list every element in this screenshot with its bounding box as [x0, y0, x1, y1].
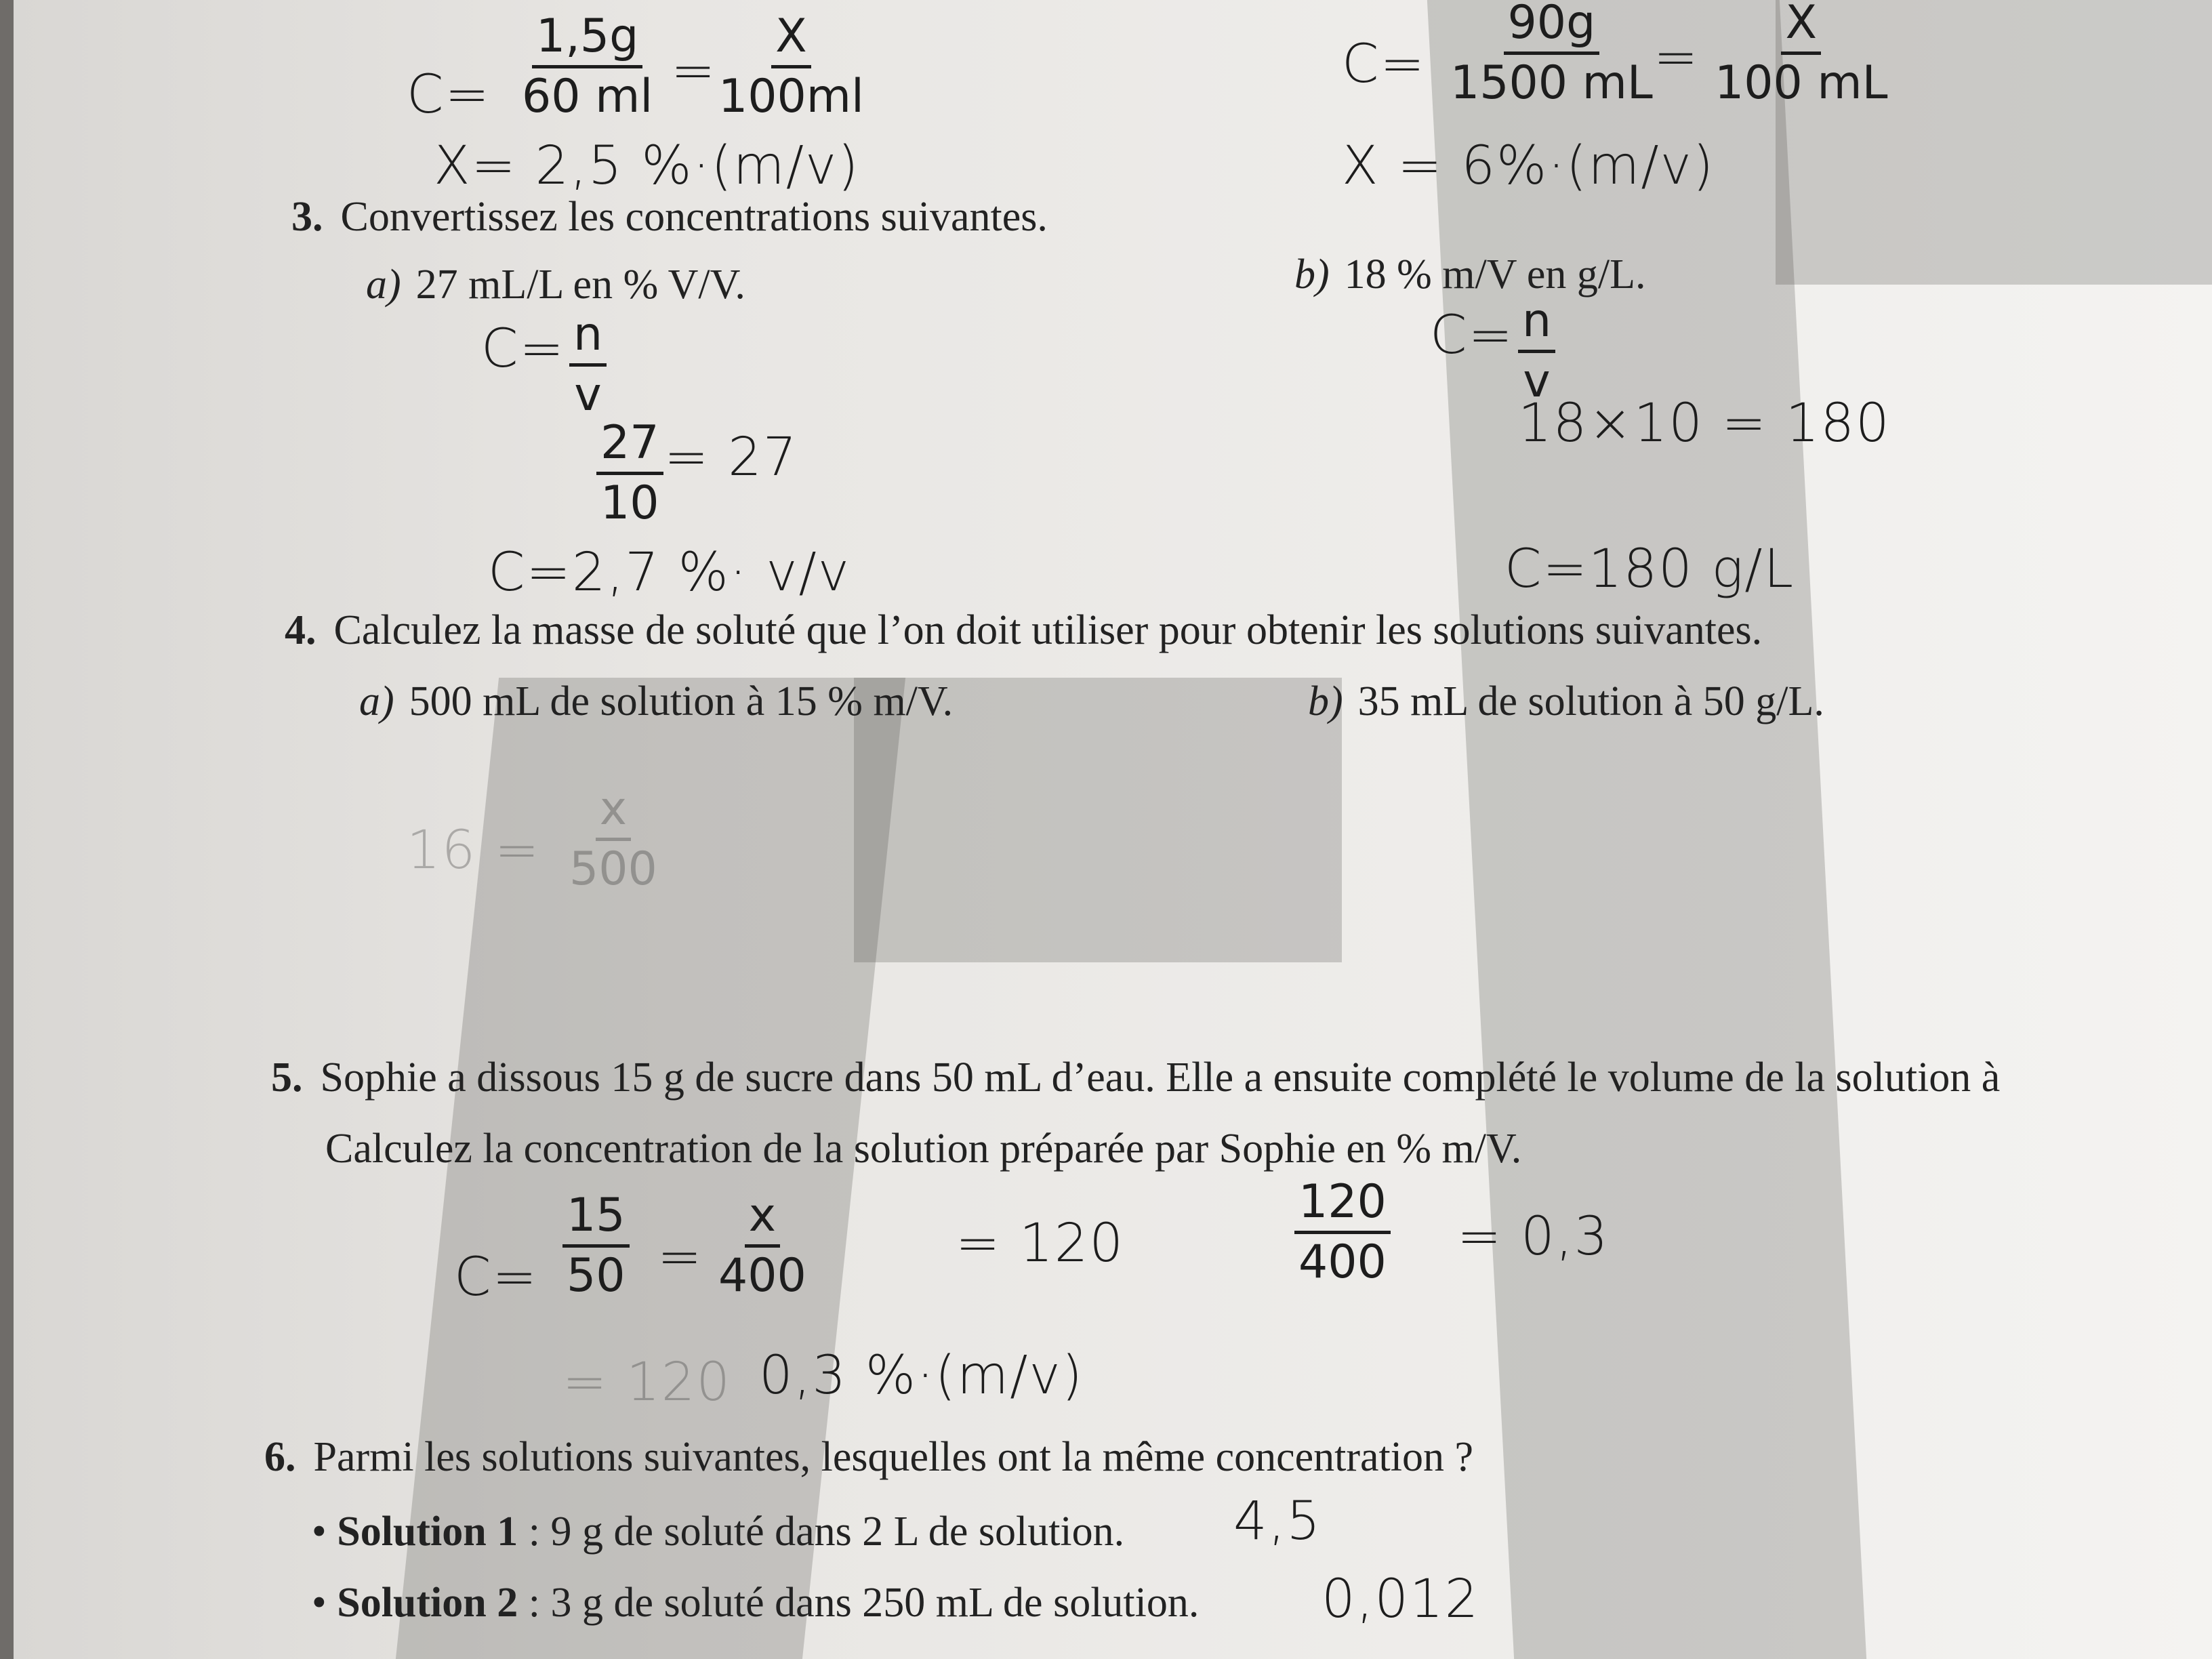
worksheet-page [14, 0, 2212, 1659]
hw-equation: = 27 [664, 427, 798, 488]
hw-fraction [596, 416, 663, 530]
question-text: Convertissez les concentrations suivantes. [340, 194, 1048, 240]
hw-result: 0,3 %·(m/v) [759, 1345, 1084, 1406]
hw-equals: = [1654, 27, 1700, 88]
question-4 [285, 607, 1762, 655]
hw-c-label: C= [1342, 34, 1426, 95]
solution-text: : 9 g de soluté dans 2 L de solution. [518, 1509, 1125, 1555]
hw-denominator: 400 [1298, 1235, 1387, 1289]
hw-numerator: n [1518, 298, 1555, 353]
solution-2 [312, 1579, 1199, 1627]
solution-label: Solution 1 [337, 1509, 518, 1555]
question-number: 5. [271, 1054, 303, 1101]
hw-fraction [718, 1189, 806, 1303]
hw-fraction [1450, 0, 1653, 110]
hw-denominator: 100 mL [1715, 56, 1888, 110]
question-text: Calculez la concentration de la solution préparée par Sophie en % m/V. [325, 1126, 1522, 1172]
hw-equals: = [671, 41, 717, 102]
hw-result: C=180 g/L [1504, 539, 1795, 600]
question-5-line2 [325, 1125, 1521, 1173]
hw-equals: = [657, 1227, 703, 1288]
hw-erased: 16 = [407, 820, 541, 881]
question-number: 3. [291, 194, 323, 240]
hw-numerator: 120 [1294, 1179, 1391, 1234]
solution-text: : 3 g de soluté dans 250 mL de solution. [518, 1580, 1200, 1626]
hw-answer: 4,5 [1233, 1491, 1322, 1552]
hw-denominator: v [1523, 354, 1551, 408]
question-number: 6. [264, 1434, 296, 1480]
hw-result: X= 2,5 %·(m/v) [434, 136, 860, 197]
hw-fraction [1715, 0, 1888, 110]
question-text: Calculez la masse de soluté que l’on doit utiliser pour obtenir les solutions suivantes. [333, 607, 1763, 653]
sub-letter: a) [366, 262, 401, 308]
hw-c-label: C= [454, 1247, 538, 1308]
hw-answer: 0,012 [1322, 1569, 1480, 1630]
question-4b [1308, 678, 1824, 726]
question-text: Sophie a dissous 15 g de sucre dans 50 mL d’eau. Elle a ensuite complété le volume de la solution à [320, 1054, 2001, 1101]
hw-c-label: C= [481, 319, 565, 380]
hw-numerator: x [596, 786, 631, 841]
hw-numerator: 27 [596, 420, 663, 475]
hw-fraction [562, 1189, 630, 1303]
hw-denominator: 100ml [718, 70, 864, 123]
hw-denominator: 500 [569, 842, 657, 896]
question-number: 4. [285, 607, 316, 653]
hw-calculation: 18×10 = 180 [1518, 393, 1891, 454]
hw-numerator: 15 [562, 1193, 630, 1248]
hw-fraction [522, 9, 653, 123]
sub-text: 500 mL de solution à 15 % m/V. [409, 678, 954, 724]
hw-numerator: 90g [1504, 0, 1600, 55]
hw-denominator: 60 ml [522, 70, 653, 123]
hw-numerator: 1,5g [532, 14, 642, 68]
question-6 [264, 1433, 1473, 1481]
question-3b [1294, 251, 1646, 299]
hw-denominator: v [574, 368, 602, 422]
hw-c-label: C= [1430, 305, 1514, 366]
question-4a [359, 678, 953, 726]
hw-erased: = 120 [562, 1352, 732, 1413]
hw-denominator: 50 [567, 1249, 626, 1303]
sub-letter: b) [1308, 678, 1343, 724]
sub-text: 27 mL/L en % V/V. [415, 262, 745, 308]
hw-numerator: X [771, 14, 811, 68]
hw-fraction [1518, 294, 1555, 408]
sub-text: 35 mL de solution à 50 g/L. [1357, 678, 1824, 724]
hw-numerator: X [1781, 0, 1821, 55]
question-3 [291, 193, 1048, 241]
solution-label: Solution 2 [337, 1580, 518, 1626]
hw-fraction [718, 9, 864, 123]
question-5 [271, 1054, 2000, 1102]
hw-denominator: 10 [600, 476, 659, 530]
hw-denominator: 400 [718, 1249, 806, 1303]
hw-result: X = 6%·(m/v) [1342, 136, 1715, 197]
hw-equation: = 120 [956, 1213, 1125, 1274]
hw-fraction [569, 308, 607, 422]
hw-equation: = 0,3 [1457, 1206, 1610, 1267]
solution-1 [312, 1508, 1124, 1556]
bullet-icon: • [312, 1509, 327, 1555]
hw-result: C=2,7 %· v/v [488, 542, 851, 603]
sub-letter: a) [359, 678, 394, 724]
bullet-icon: • [312, 1580, 327, 1626]
hw-denominator: 1500 mL [1450, 56, 1653, 110]
hw-numerator: n [569, 312, 607, 367]
hw-fraction [1294, 1175, 1391, 1289]
sub-letter: b) [1294, 251, 1330, 298]
sub-text: 18 % m/V en g/L. [1344, 251, 1646, 298]
hw-numerator: x [745, 1193, 780, 1248]
hw-c-label: C= [407, 64, 491, 125]
question-text: Parmi les solutions suivantes, lesquelles ont la même concentration ? [313, 1434, 1474, 1480]
hw-fraction-erased [569, 782, 657, 896]
question-3a [366, 261, 745, 309]
